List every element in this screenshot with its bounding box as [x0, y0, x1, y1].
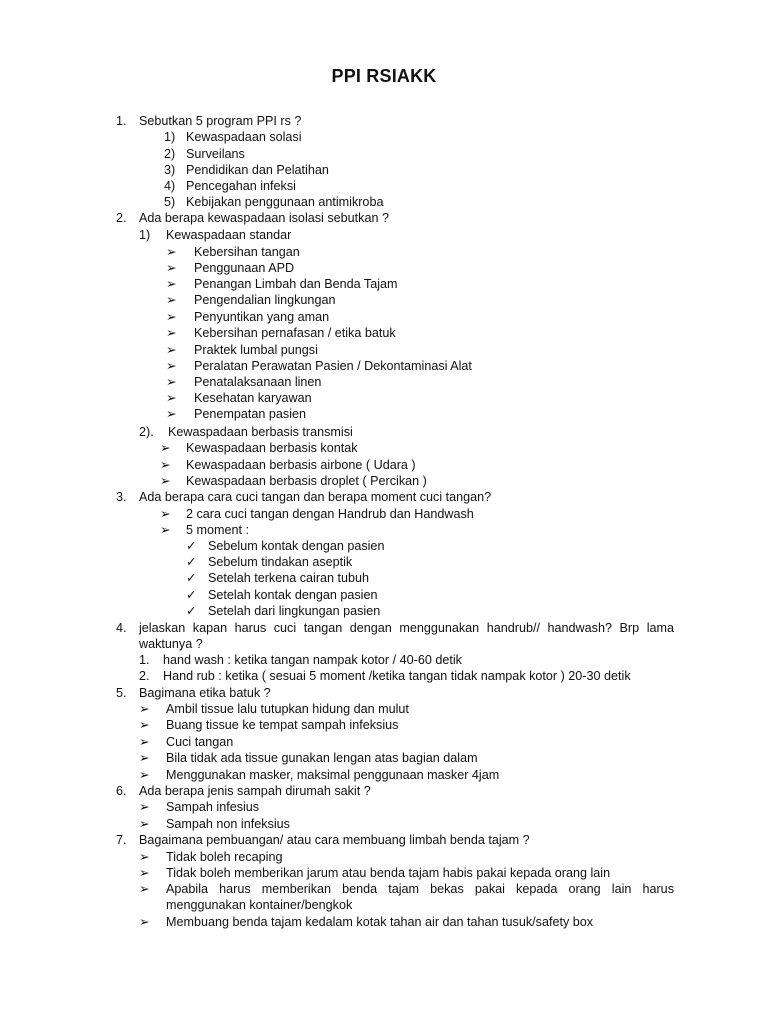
- arrow-bullet-icon: ➢: [166, 391, 177, 405]
- arrow-bullet-icon: ➢: [160, 441, 171, 455]
- item-text: Membuang benda tajam kedalam kotak tahan air dan tahan tusuk/safety box: [166, 915, 594, 929]
- item-text: Surveilans: [186, 147, 245, 161]
- arrow-bullet-icon: ➢: [166, 359, 177, 373]
- item-text: Bila tidak ada tissue gunakan lengan atas bagian dalam: [166, 751, 478, 765]
- item-text: Penyuntikan yang aman: [194, 310, 330, 324]
- question-text: Ada berapa kewaspadaan isolasi sebutkan ?: [139, 211, 389, 225]
- arrow-bullet-icon: ➢: [166, 407, 177, 421]
- arrow-bullet-icon: ➢: [166, 326, 177, 340]
- arrow-bullet-icon: ➢: [139, 800, 150, 814]
- arrow-bullet-icon: ➢: [166, 261, 177, 275]
- arrow-bullet-icon: ➢: [139, 751, 150, 765]
- item-number: 4): [164, 179, 176, 193]
- check-icon: ✓: [186, 555, 197, 569]
- arrow-bullet-icon: ➢: [139, 915, 150, 929]
- question-number: 4.: [116, 621, 127, 635]
- item-text: Kesehatan karyawan: [194, 391, 312, 405]
- question-text: Bagaimana pembuangan/ atau cara membuang limbah benda tajam ?: [139, 833, 530, 847]
- arrow-bullet-icon: ➢: [139, 718, 150, 732]
- arrow-bullet-icon: ➢: [166, 343, 177, 357]
- item-number: 2): [164, 147, 176, 161]
- item-text: Menggunakan masker, maksimal penggunaan masker 4jam: [166, 768, 500, 782]
- arrow-bullet-icon: ➢: [139, 866, 150, 880]
- item-text: Sebelum kontak dengan pasien: [208, 539, 385, 553]
- item-text: Kewaspadaan berbasis kontak: [186, 441, 358, 455]
- question-number: 1.: [116, 114, 127, 128]
- question-text: waktunya ?: [139, 637, 203, 651]
- question-text: Bagimana etika batuk ?: [139, 686, 271, 700]
- item-text: Kewaspadaan berbasis droplet ( Percikan ): [186, 474, 427, 488]
- check-icon: ✓: [186, 539, 197, 553]
- item-text: Setelah terkena cairan tubuh: [208, 571, 370, 585]
- item-number: 5): [164, 195, 176, 209]
- arrow-bullet-icon: ➢: [139, 882, 150, 896]
- check-icon: ✓: [186, 571, 197, 585]
- item-text: Sebelum tindakan aseptik: [208, 555, 353, 569]
- arrow-bullet-icon: ➢: [166, 375, 177, 389]
- item-text: Penggunaan APD: [194, 261, 295, 275]
- arrow-bullet-icon: ➢: [139, 850, 150, 864]
- arrow-bullet-icon: ➢: [160, 523, 171, 537]
- item-text: Kebersihan pernafasan / etika batuk: [194, 326, 396, 340]
- item-text: Penangan Limbah dan Benda Tajam: [194, 277, 398, 291]
- arrow-bullet-icon: ➢: [139, 702, 150, 716]
- item-text: Cuci tangan: [166, 735, 234, 749]
- item-text: Buang tissue ke tempat sampah infeksius: [166, 718, 399, 732]
- item-text: Pendidikan dan Pelatihan: [186, 163, 329, 177]
- question-text: Ada berapa jenis sampah dirumah sakit ?: [139, 784, 371, 798]
- question-number: 6.: [116, 784, 127, 798]
- question-number: 3.: [116, 490, 127, 504]
- arrow-bullet-icon: ➢: [139, 817, 150, 831]
- item-number: 1): [139, 228, 151, 242]
- item-text: hand wash : ketika tangan nampak kotor / 40-60 detik: [163, 653, 462, 667]
- question-number: 5.: [116, 686, 127, 700]
- check-icon: ✓: [186, 604, 197, 618]
- question-text: Sebutkan 5 program PPI rs ?: [139, 114, 302, 128]
- item-text: 5 moment :: [186, 523, 249, 537]
- item-text: Pengendalian lingkungan: [194, 293, 336, 307]
- arrow-bullet-icon: ➢: [139, 768, 150, 782]
- item-text: Setelah dari lingkungan pasien: [208, 604, 381, 618]
- check-icon: ✓: [186, 588, 197, 602]
- arrow-bullet-icon: ➢: [166, 277, 177, 291]
- item-number: 1): [164, 130, 176, 144]
- item-text: Hand rub : ketika ( sesuai 5 moment /ketika tangan tidak nampak kotor ) 20-30 detik: [163, 669, 631, 683]
- question-number: 2.: [116, 211, 127, 225]
- item-text: Apabila harus memberikan benda tajam bekas pakai kepada orang lain harus: [166, 882, 674, 896]
- item-text: Kewaspadaan standar: [166, 228, 292, 242]
- item-text: Tidak boleh recaping: [166, 850, 283, 864]
- item-text: Tidak boleh memberikan jarum atau benda tajam habis pakai kepada orang lain: [166, 866, 611, 880]
- arrow-bullet-icon: ➢: [160, 458, 171, 472]
- item-text: Kewaspadaan berbasis transmisi: [168, 425, 353, 439]
- item-text: Ambil tissue lalu tutupkan hidung dan mulut: [166, 702, 409, 716]
- item-text: menggunakan kontainer/bengkok: [166, 898, 353, 912]
- item-text: Peralatan Perawatan Pasien / Dekontaminasi Alat: [194, 359, 472, 373]
- arrow-bullet-icon: ➢: [160, 474, 171, 488]
- item-text: Kebijakan penggunaan antimikroba: [186, 195, 384, 209]
- item-text: Setelah kontak dengan pasien: [208, 588, 378, 602]
- item-text: Kebersihan tangan: [194, 245, 300, 259]
- item-text: Kewaspadaan berbasis airbone ( Udara ): [186, 458, 416, 472]
- item-number: 2).: [139, 425, 154, 439]
- arrow-bullet-icon: ➢: [166, 245, 177, 259]
- item-text: Kewaspadaan solasi: [186, 130, 302, 144]
- arrow-bullet-icon: ➢: [166, 293, 177, 307]
- item-text: Pencegahan infeksi: [186, 179, 296, 193]
- item-text: Praktek lumbal pungsi: [194, 343, 318, 357]
- item-number: 3): [164, 163, 176, 177]
- question-number: 7.: [116, 833, 127, 847]
- arrow-bullet-icon: ➢: [166, 310, 177, 324]
- item-number: 1.: [139, 653, 150, 667]
- item-text: Penatalaksanaan linen: [194, 375, 322, 389]
- arrow-bullet-icon: ➢: [139, 735, 150, 749]
- item-number: 2.: [139, 669, 150, 683]
- arrow-bullet-icon: ➢: [160, 507, 171, 521]
- item-text: Sampah infesius: [166, 800, 260, 814]
- document-title: PPI RSIAKK: [331, 66, 437, 86]
- item-text: Penempatan pasien: [194, 407, 307, 421]
- question-text: Ada berapa cara cuci tangan dan berapa moment cuci tangan?: [139, 490, 492, 504]
- item-text: Sampah non infeksius: [166, 817, 290, 831]
- question-text: jelaskan kapan harus cuci tangan dengan menggunakan handrub// handwash? Brp lama: [139, 621, 674, 635]
- item-text: 2 cara cuci tangan dengan Handrub dan Handwash: [186, 507, 474, 521]
